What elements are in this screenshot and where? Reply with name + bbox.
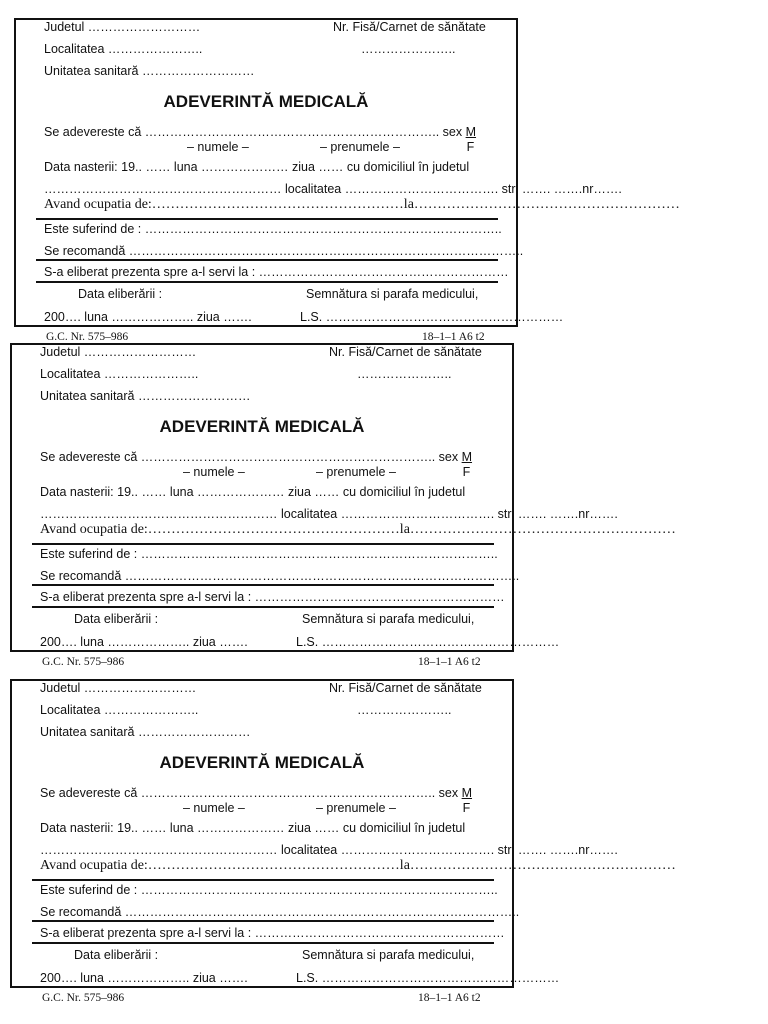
birth-date-line: Data nasterii: 19.. …… luna ………………… ziua …… cu domiciliul în judetul bbox=[44, 160, 470, 174]
illness-line: Este suferind de : ………………………………………………………………………….. bbox=[40, 547, 498, 561]
issued-for-line: S-a eliberat prezenta spre a-l servi la : …………………………………………………… bbox=[40, 590, 505, 604]
health-record-number-label: Nr. Fisă/Carnet de sănătate bbox=[333, 20, 486, 34]
health-record-number-field: ………………….. bbox=[357, 703, 452, 717]
form-code: G.C. Nr. 575–986 bbox=[46, 331, 129, 343]
stamp-line: L.S. ………………………………………………… bbox=[300, 310, 564, 324]
county-field: Judetul ……………………… bbox=[44, 20, 201, 34]
sex-female-option: F bbox=[466, 140, 475, 154]
surname-caption: – numele – bbox=[183, 465, 245, 479]
form-footer bbox=[10, 992, 514, 1005]
divider-line bbox=[32, 584, 494, 586]
certificate-title: ADEVERINTĂ MEDICALĂ bbox=[159, 753, 365, 772]
sex-male-option: M bbox=[461, 786, 473, 800]
sex-male-option: M bbox=[465, 125, 477, 139]
address-line: ………………………………………………… localitatea ………………………………. str. ……. …….nr……. bbox=[40, 843, 618, 857]
certifies-that-text: Se adevereste că …………………………………………………………….. sex bbox=[40, 450, 462, 464]
sex-options bbox=[465, 125, 477, 154]
birth-date-line: Data nasterii: 19.. …… luna ………………… ziua …… cu domiciliul în judetul bbox=[40, 485, 466, 499]
form-code: G.C. Nr. 575–986 bbox=[42, 992, 125, 1004]
print-code: 18–1–1 A6 t2 bbox=[418, 656, 481, 668]
locality-field: Localitatea ………………….. bbox=[44, 42, 203, 56]
certificate-title: ADEVERINTĂ MEDICALĂ bbox=[163, 92, 369, 111]
form-footer bbox=[14, 331, 518, 343]
medical-certificate-copy-2 bbox=[10, 343, 676, 669]
doctor-signature-label: Semnătura si parafa medicului, bbox=[306, 287, 479, 301]
divider-line bbox=[36, 218, 498, 220]
sex-options bbox=[461, 786, 473, 815]
issue-date-label: Data eliberării : bbox=[78, 287, 163, 301]
issued-for-line: S-a eliberat prezenta spre a-l servi la : …………………………………………………… bbox=[44, 265, 509, 279]
divider-line bbox=[32, 942, 494, 944]
sex-options bbox=[461, 450, 473, 479]
locality-field: Localitatea ………………….. bbox=[40, 703, 199, 717]
certificate-title: ADEVERINTĂ MEDICALĂ bbox=[159, 417, 365, 436]
occupation-line: Avand ocupatia de:………………………………………………la………………………………………………… bbox=[44, 197, 680, 212]
divider-line bbox=[36, 281, 498, 283]
certificate-frame bbox=[10, 343, 676, 652]
stamp-line: L.S. ………………………………………………… bbox=[296, 635, 560, 649]
certifies-that-text: Se adevereste că …………………………………………………………….. sex bbox=[40, 786, 462, 800]
health-record-number-label: Nr. Fisă/Carnet de sănătate bbox=[329, 681, 482, 695]
form-footer bbox=[10, 656, 514, 669]
print-code: 18–1–1 A6 t2 bbox=[422, 331, 485, 343]
locality-field: Localitatea ………………….. bbox=[40, 367, 199, 381]
surname-caption: – numele – bbox=[187, 140, 249, 154]
health-unit-field: Unitatea sanitară ……………………… bbox=[44, 64, 255, 78]
health-unit-field: Unitatea sanitară ……………………… bbox=[40, 389, 251, 403]
divider-line bbox=[32, 920, 494, 922]
health-record-number-field: ………………….. bbox=[361, 42, 456, 56]
form-code: G.C. Nr. 575–986 bbox=[42, 656, 125, 668]
issue-date-line: 200…. luna ……………….. ziua ……. bbox=[40, 635, 248, 649]
doctor-signature-label: Semnătura si parafa medicului, bbox=[302, 948, 475, 962]
issued-for-line: S-a eliberat prezenta spre a-l servi la : …………………………………………………… bbox=[40, 926, 505, 940]
issue-date-label: Data eliberării : bbox=[74, 948, 159, 962]
first-name-caption: – prenumele – bbox=[316, 465, 396, 479]
address-line: ………………………………………………… localitatea ………………………………. str. ……. …….nr……. bbox=[44, 182, 622, 196]
medical-certificate-copy-3 bbox=[10, 679, 676, 1005]
divider-line bbox=[32, 606, 494, 608]
health-record-number-label: Nr. Fisă/Carnet de sănătate bbox=[329, 345, 482, 359]
sex-male-option: M bbox=[461, 450, 473, 464]
occupation-line: Avand ocupatia de:………………………………………………la………………………………………………… bbox=[40, 522, 676, 537]
first-name-caption: – prenumele – bbox=[316, 801, 396, 815]
surname-caption: – numele – bbox=[183, 801, 245, 815]
recommendation-line: Se recomandă ………………………………………………………………………………….. bbox=[44, 244, 524, 258]
county-field: Judetul ……………………… bbox=[40, 681, 197, 695]
certifies-that-text: Se adevereste că …………………………………………………………….. sex bbox=[44, 125, 466, 139]
issue-date-label: Data eliberării : bbox=[74, 612, 159, 626]
occupation-line: Avand ocupatia de:………………………………………………la………………………………………………… bbox=[40, 858, 676, 873]
recommendation-line: Se recomandă ………………………………………………………………………………….. bbox=[40, 569, 520, 583]
birth-date-line: Data nasterii: 19.. …… luna ………………… ziua …… cu domiciliul în judetul bbox=[40, 821, 466, 835]
sex-female-option: F bbox=[462, 801, 471, 815]
health-unit-field: Unitatea sanitară ……………………… bbox=[40, 725, 251, 739]
illness-line: Este suferind de : ………………………………………………………………………….. bbox=[40, 883, 498, 897]
address-line: ………………………………………………… localitatea ………………………………. str. ……. …….nr……. bbox=[40, 507, 618, 521]
first-name-caption: – prenumele – bbox=[320, 140, 400, 154]
illness-line: Este suferind de : ………………………………………………………………………….. bbox=[44, 222, 502, 236]
issue-date-line: 200…. luna ……………….. ziua ……. bbox=[44, 310, 252, 324]
doctor-signature-label: Semnătura si parafa medicului, bbox=[302, 612, 475, 626]
divider-line bbox=[32, 543, 494, 545]
health-record-number-field: ………………….. bbox=[357, 367, 452, 381]
certificate-frame bbox=[14, 18, 680, 327]
divider-line bbox=[36, 259, 498, 261]
recommendation-line: Se recomandă ………………………………………………………………………………….. bbox=[40, 905, 520, 919]
print-code: 18–1–1 A6 t2 bbox=[418, 992, 481, 1004]
certificate-frame bbox=[10, 679, 676, 988]
medical-certificate-copy-1 bbox=[14, 18, 680, 344]
stamp-line: L.S. ………………………………………………… bbox=[296, 971, 560, 985]
sex-female-option: F bbox=[462, 465, 471, 479]
divider-line bbox=[32, 879, 494, 881]
county-field: Judetul ……………………… bbox=[40, 345, 197, 359]
issue-date-line: 200…. luna ……………….. ziua ……. bbox=[40, 971, 248, 985]
